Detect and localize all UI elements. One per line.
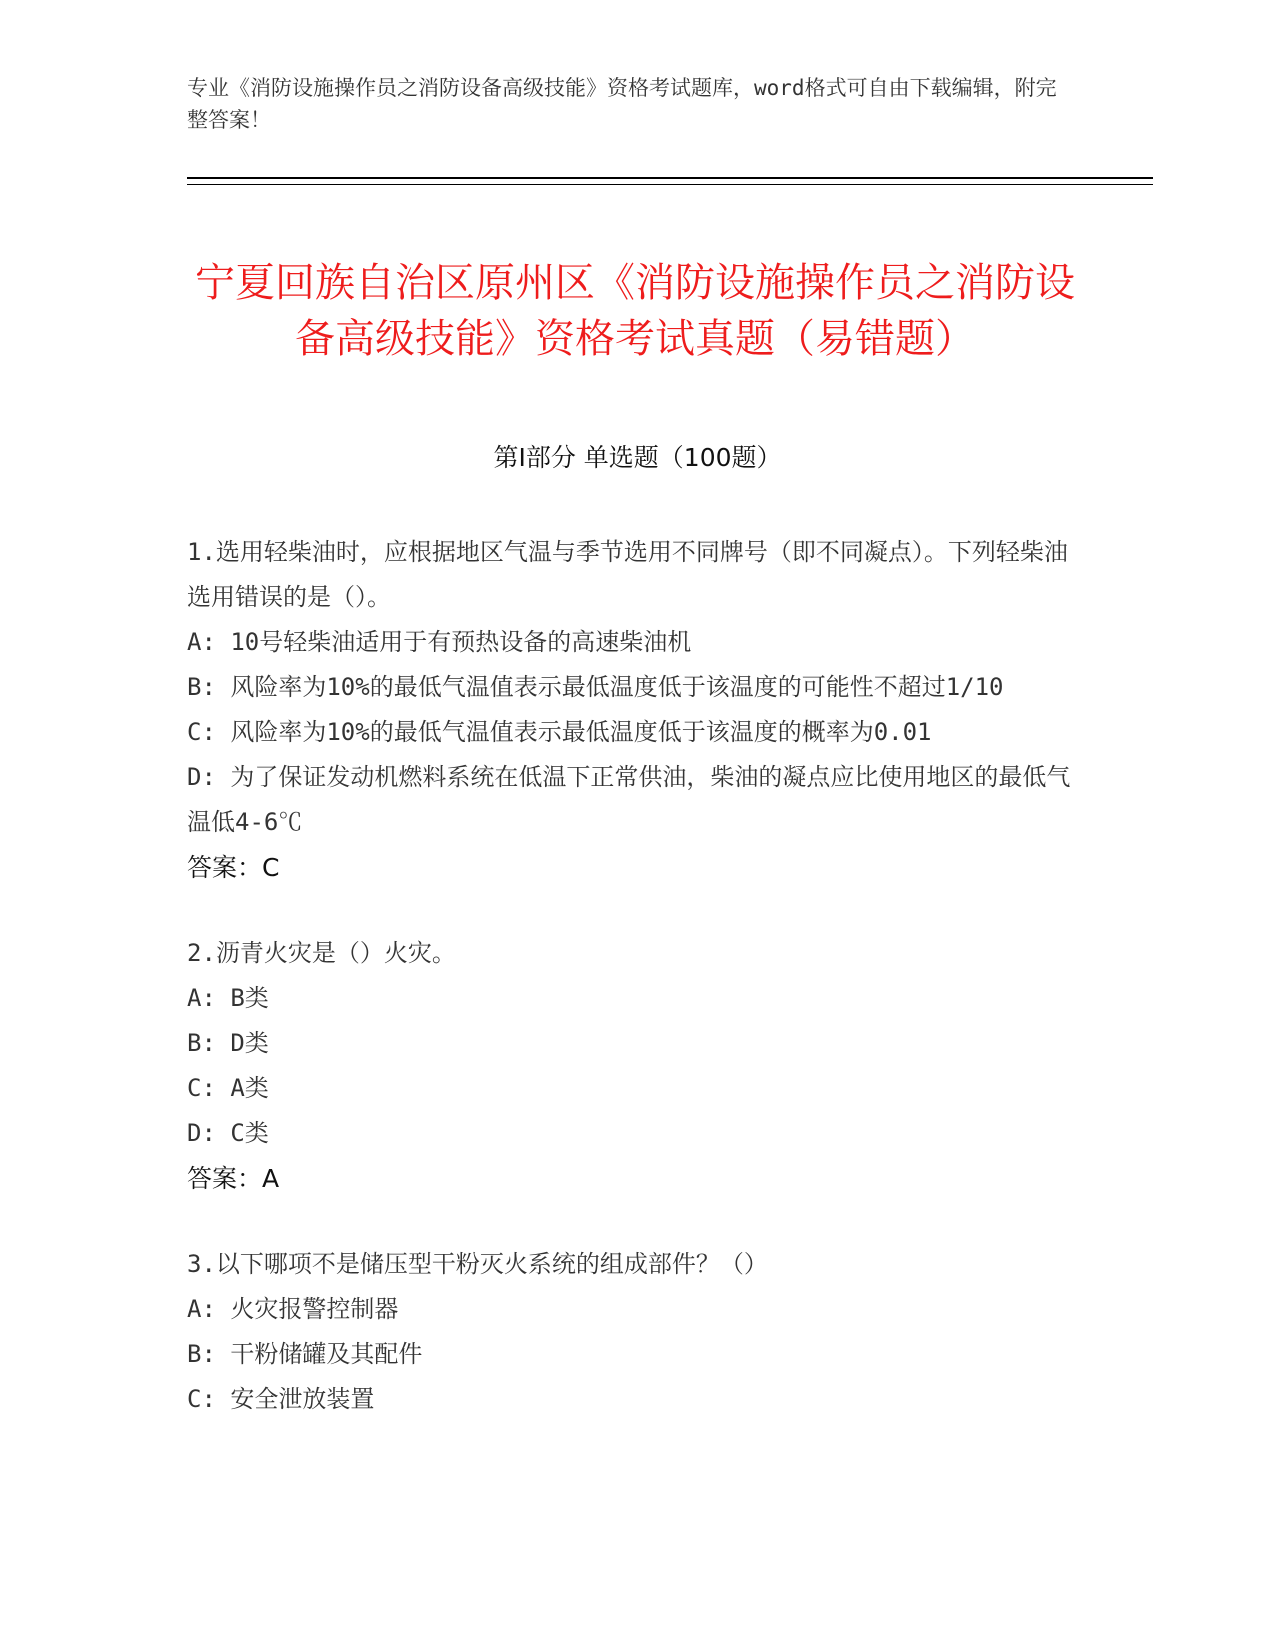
question-1 [187,530,1077,890]
document-title: 宁夏回族自治区原州区《消防设施操作员之消防设备高级技能》资格考试真题（易错题） [195,259,1075,362]
option-c: C: A类 [187,1074,269,1102]
question-stem: 3.以下哪项不是储压型干粉灭火系统的组成部件？（） [187,1250,768,1278]
question-stem: 2.沥青火灾是（）火灾。 [187,939,456,967]
option-c: C: 风险率为10%的最低气温值表示最低温度低于该温度的概率为0.01 [187,718,932,746]
section-heading: 第I部分 单选题（100题） [493,443,782,472]
option-b: B: D类 [187,1029,269,1057]
option-b: B: 干粉储罐及其配件 [187,1340,423,1368]
header-divider-thin [187,184,1153,185]
question-3 [187,1242,1077,1422]
header-note: 专业《消防设施操作员之消防设备高级技能》资格考试题库，word格式可自由下载编辑，附完整答案！ [187,76,1057,132]
question-2 [187,931,1077,1201]
header-divider-thick [187,177,1153,179]
option-d: D: C类 [187,1119,269,1147]
question-stem: 1.选用轻柴油时，应根据地区气温与季节选用不同牌号（即不同凝点）。下列轻柴油选用错误的是（）。 [187,538,1068,611]
option-a: A: 10号轻柴油适用于有预热设备的高速柴油机 [187,628,692,656]
option-a: A: 火灾报警控制器 [187,1295,399,1323]
option-a: A: B类 [187,984,269,1012]
question-list [187,530,1077,1463]
option-d: D: 为了保证发动机燃料系统在低温下正常供油，柴油的凝点应比使用地区的最低气温低4-6℃ [187,763,1071,836]
option-c: C: 安全泄放装置 [187,1385,375,1413]
answer-label: 答案：C [187,853,280,882]
option-b: B: 风险率为10%的最低气温值表示最低温度低于该温度的可能性不超过1/10 [187,673,1004,701]
answer-label: 答案：A [187,1164,280,1193]
